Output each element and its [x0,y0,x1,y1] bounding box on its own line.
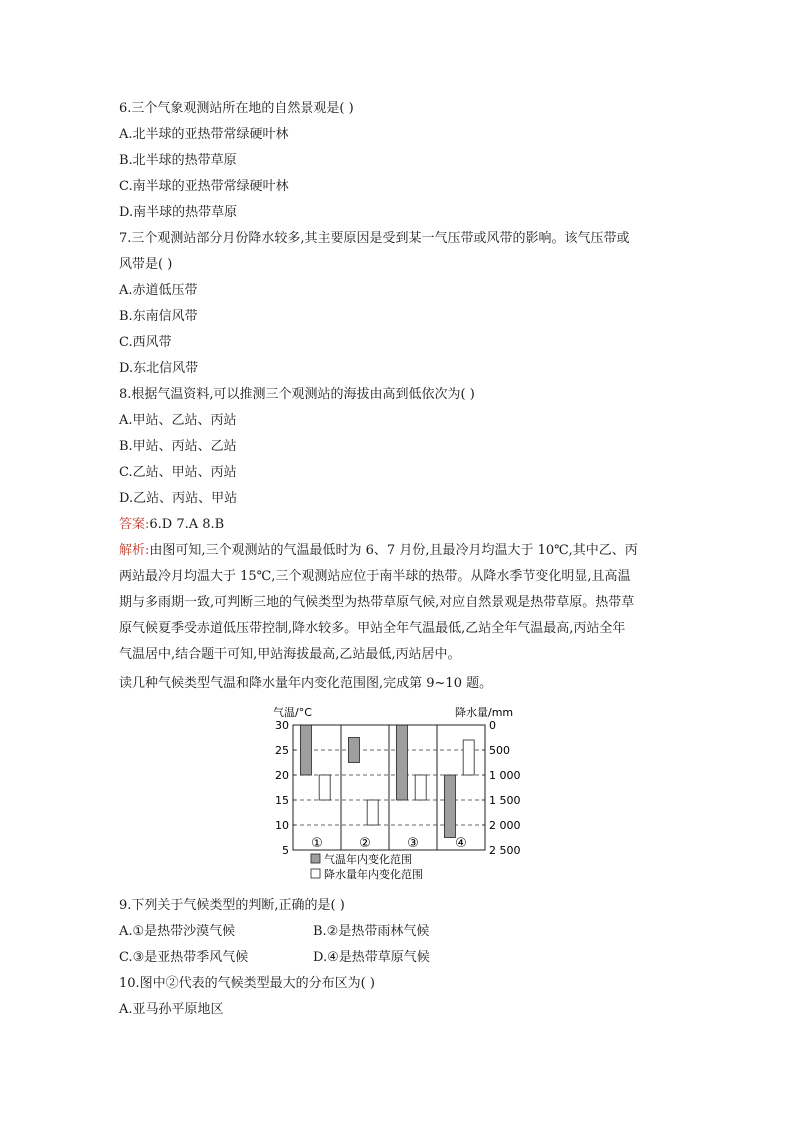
q8-option-c: C.乙站、甲站、丙站 [119,465,237,480]
left-tick-label: 5 [282,844,289,857]
q6-option-c: C.南半球的亚热带常绿硬叶林 [119,179,289,194]
legend-precip-swatch [311,869,320,878]
q7-option-b: B.东南信风带 [119,309,198,324]
q7-option-d: D.东北信风带 [119,361,199,376]
temp-range-bar [300,725,311,775]
q6-stem: 6.三个气象观测站所在地的自然景观是( ) [119,101,354,116]
category-label: ④ [455,836,467,851]
q9-option-c: C.③是亚热带季风气候 [119,950,249,965]
q6-option-d: D.南半球的热带草原 [119,205,238,220]
category-label: ② [359,836,371,851]
precip-range-bar [367,800,378,825]
analysis-line4: 原气候夏季受赤道低压带控制,降水较多。甲站全年气温最低,乙站全年气温最高,丙站全年 [119,621,626,636]
right-tick-label: 0 [489,719,496,732]
q9-option-b: B.②是热带雨林气候 [313,924,430,939]
q6-option-a: A.北半球的亚热带常绿硬叶林 [119,127,289,142]
q7-option-a: A.赤道低压带 [119,283,198,298]
q7-option-c: C.西风带 [119,335,172,350]
q8-option-d: D.乙站、丙站、甲站 [119,491,238,506]
analysis-line2: 两站最冷月均温大于 15℃,三个观测站应位于南半球的热带。从降水季节变化明显,且高温 [119,569,631,584]
left-tick-label: 25 [275,744,289,757]
analysis-label: 解析: [119,543,150,558]
left-tick-label: 20 [275,769,289,782]
q7-stem-line1: 7.三个观测站部分月份降水较多,其主要原因是受到某一气压带或风带的影响。该气压带或 [119,231,630,246]
answer-text: 6.D 7.A 8.B [149,517,225,532]
right-tick-label: 1 500 [489,794,521,807]
q9-option-d: D.④是热带草原气候 [313,950,430,965]
precip-range-bar [415,775,426,800]
analysis-line1 [119,543,638,559]
q8-option-b: B.甲站、丙站、乙站 [119,439,237,454]
left-tick-label: 10 [275,819,289,832]
right-tick-label: 500 [489,744,510,757]
q10-option-a: A.亚马孙平原地区 [119,1002,224,1017]
right-axis-label: 降水量/mm [455,706,514,719]
temp-range-bar [348,738,359,763]
q7-stem-line2: 风带是( ) [119,257,173,272]
climate-chart [265,700,535,885]
temp-range-bar [444,775,455,838]
temp-range-bar [396,725,407,800]
q6-option-b: B.北半球的热带草原 [119,153,237,168]
q10-stem: 10.图中②代表的气候类型最大的分布区为( ) [119,976,375,991]
q8-stem: 8.根据气温资料,可以推测三个观测站的海拔由高到低依次为( ) [119,387,475,402]
q9-option-a: A.①是热带沙漠气候 [119,924,236,939]
intro-9-10: 读几种气候类型气温和降水量年内变化范围图,完成第 9~10 题。 [119,676,493,691]
q9-stem: 9.下列关于气候类型的判断,正确的是( ) [119,898,345,913]
precip-range-bar [463,740,474,775]
right-tick-label: 2 500 [489,844,521,857]
right-tick-label: 2 000 [489,819,521,832]
category-label: ③ [407,836,419,851]
analysis-line3: 期与多雨期一致,可判断三地的气候类型为热带草原气候,对应自然景观是热带草原。热带草 [119,595,635,610]
legend-precip-label: 降水量年内变化范围 [324,868,423,881]
legend-temp-label: 气温年内变化范围 [324,853,412,866]
precip-range-bar [319,775,330,800]
legend-temp-swatch [311,854,320,863]
answer-line [119,517,224,533]
left-tick-label: 30 [275,719,289,732]
left-tick-label: 15 [275,794,289,807]
answer-label: 答案: [119,517,150,532]
q8-option-a: A.甲站、乙站、丙站 [119,413,237,428]
left-axis-label: 气温/°C [273,706,312,719]
analysis-text-1: 由图可知,三个观测站的气温最低时为 6、7 月份,且最冷月均温大于 10℃,其中乙、丙 [149,543,638,558]
category-label: ① [311,836,323,851]
analysis-line5: 气温居中,结合题干可知,甲站海拔最高,乙站最低,丙站居中。 [119,647,461,662]
right-tick-label: 1 000 [489,769,521,782]
